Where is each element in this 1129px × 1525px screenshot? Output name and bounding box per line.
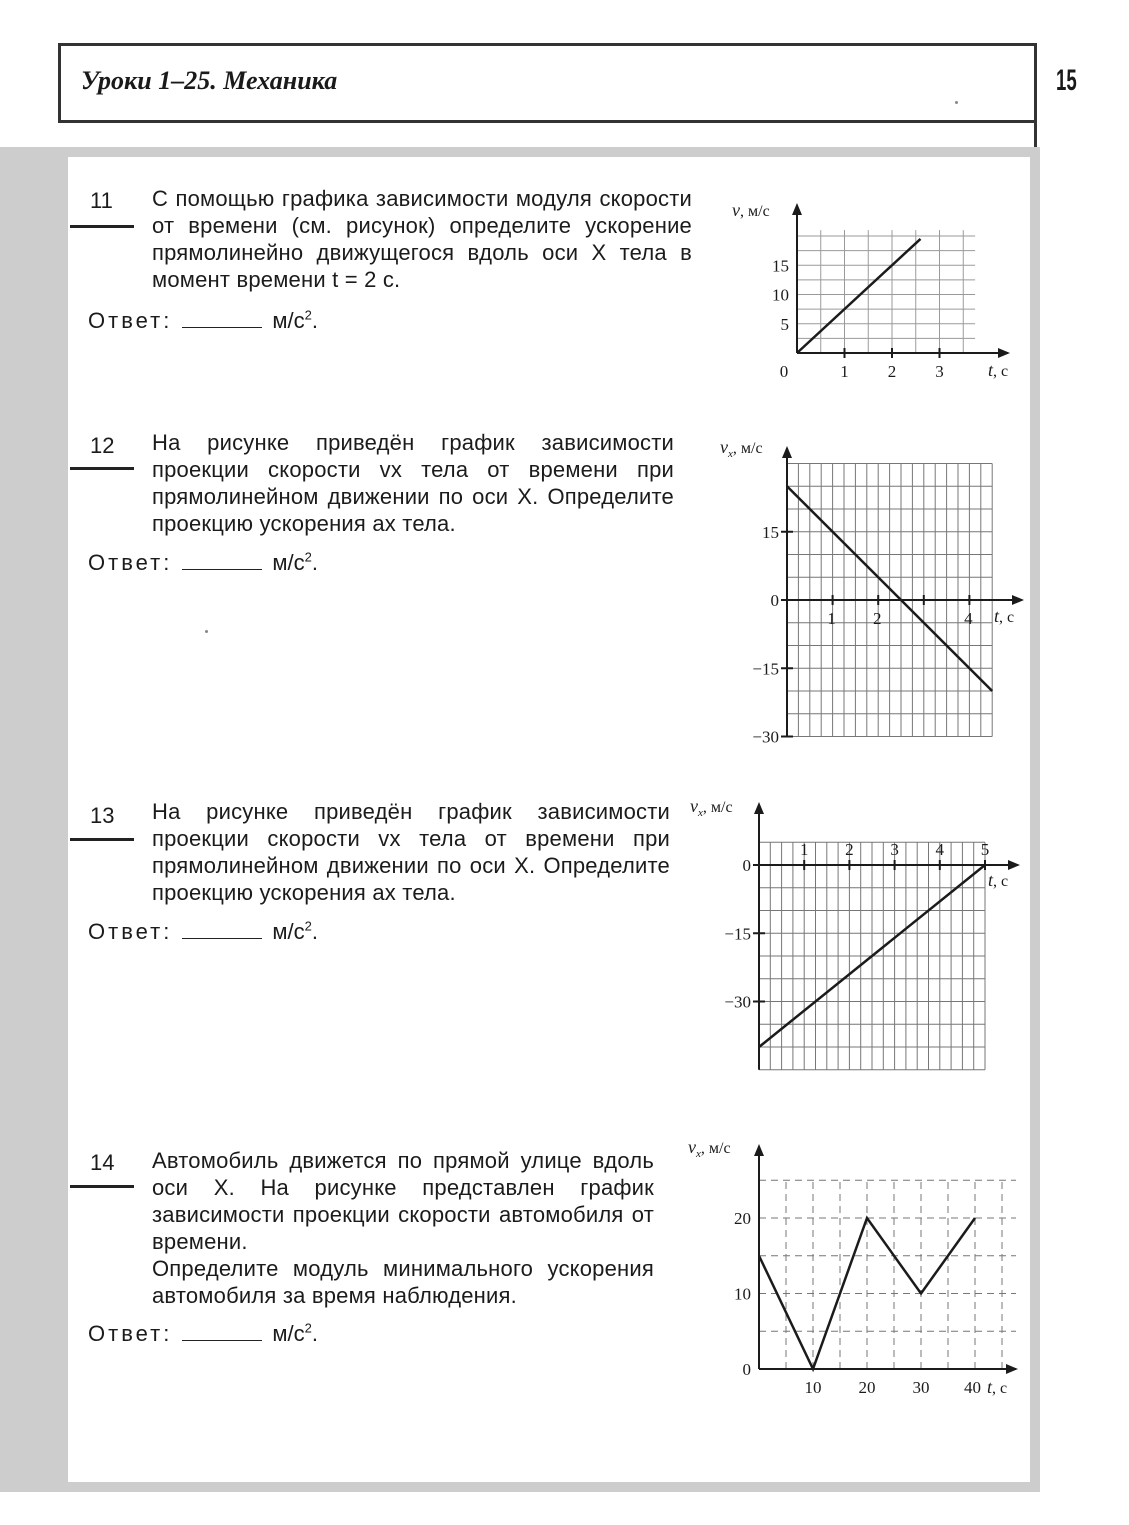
y-tick-label: 10 [772, 285, 789, 305]
y-tick-label: 15 [762, 522, 779, 542]
task-text: Автомобиль движется по прямой улице вдоль оси X. На рисунке представлен график зависимости проекции скорости автомобиля от времени. [152, 1148, 654, 1254]
y-axis-label: $v_x$, м/с [688, 1137, 731, 1160]
x-tick-label: 40 [964, 1378, 981, 1397]
x-tick-label: 3 [935, 362, 944, 381]
section-title: Уроки 1–25. Механика [81, 66, 338, 95]
x-tick-label: 10 [804, 1378, 822, 1397]
x-tick-label: 1 [827, 609, 836, 628]
x-tick-label: 1 [840, 362, 849, 381]
x-tick-label: 2 [887, 362, 897, 381]
y-tick-label: 0 [742, 1360, 751, 1379]
x-axis-arrow [1006, 1364, 1018, 1374]
y-tick-label: −30 [752, 727, 779, 747]
x-tick-label: 20 [858, 1378, 876, 1397]
task-number: 11 [90, 188, 113, 213]
x-tick-label: 4 [935, 840, 945, 859]
answer-label: Ответ: [88, 919, 173, 944]
answer-label: Ответ: [88, 308, 173, 333]
x-axis-label: t, с [987, 1377, 1008, 1397]
page-number: 15 [1056, 64, 1077, 97]
x-axis-label: t, с [994, 606, 1015, 626]
x-tick-label: 4 [964, 609, 973, 628]
x-tick-label: 3 [890, 840, 899, 859]
y-tick-label: 15 [772, 256, 789, 276]
answer-label: Ответ: [88, 550, 173, 575]
y-tick-label: 10 [734, 1284, 751, 1304]
task-text-2: Определите модуль минимального ускорения автомобиля за время наблюдения. [152, 1256, 654, 1308]
print-speck [955, 101, 958, 104]
y-tick-label: −30 [724, 992, 751, 1012]
answer-unit: м/с [272, 919, 305, 944]
task-text: На рисунке приведён график зависимости проекции скорости vx тела от времени при прямолинейном движении по оси X. Определите проекцию ускорения ax тела. [152, 799, 670, 905]
y-tick-label: −15 [752, 659, 779, 679]
y-axis-arrow [754, 1144, 764, 1156]
answer-unit: м/с [272, 308, 305, 333]
y-tick-label: 0 [742, 856, 751, 875]
answer-unit-exp: 2 [304, 918, 312, 934]
y-axis-label: $v_x$, м/с [690, 796, 733, 819]
answer-line: Ответ: $м/с^2$. [88, 549, 318, 575]
origin-label: 0 [779, 362, 789, 381]
task-text: На рисунке приведён график зависимости проекции скорости vx тела от времени при прямолинейном движении по оси X. Определите проекцию ускорения ax тела. [152, 430, 674, 536]
x-tick-label: 2 [845, 840, 854, 859]
x-axis-label: t, с [988, 870, 1009, 890]
answer-unit-exp: 2 [304, 1320, 312, 1336]
x-tick-label: 5 [980, 840, 990, 859]
y-tick-label: 20 [734, 1209, 751, 1228]
answer-unit-exp: 2 [304, 549, 312, 565]
answer-label: Ответ: [88, 1321, 173, 1346]
answer-unit-exp: 2 [304, 307, 312, 323]
task-number: 14 [90, 1150, 115, 1175]
task-number: 12 [90, 433, 115, 458]
answer-line: Ответ: $м/с^2$. [88, 918, 318, 944]
y-tick-label: 5 [780, 314, 789, 334]
answer-line: Ответ: $м/с^2$. [88, 1320, 318, 1346]
x-tick-label: 30 [912, 1378, 930, 1397]
task-text: С помощью графика зависимости модуля скорости от времени (см. рисунок) определите ускорение прямолинейно движущегося вдоль оси X тела в момент времени t = 2 с. [152, 186, 692, 292]
answer-unit: м/с [272, 1321, 305, 1346]
x-tick-label: 1 [799, 840, 809, 859]
y-tick-label: −15 [724, 924, 751, 944]
answer-unit: м/с [272, 550, 305, 575]
y-tick-label: 0 [770, 591, 779, 610]
y-axis-label: $v_x$, м/с [720, 437, 763, 460]
x-tick-label: 2 [872, 609, 882, 628]
task-number: 13 [90, 803, 115, 828]
answer-line: Ответ: $м/с^2$. [88, 307, 318, 333]
print-speck [205, 630, 208, 633]
y-axis-label: v, м/с [732, 200, 770, 220]
x-axis-label: t, с [988, 360, 1009, 380]
